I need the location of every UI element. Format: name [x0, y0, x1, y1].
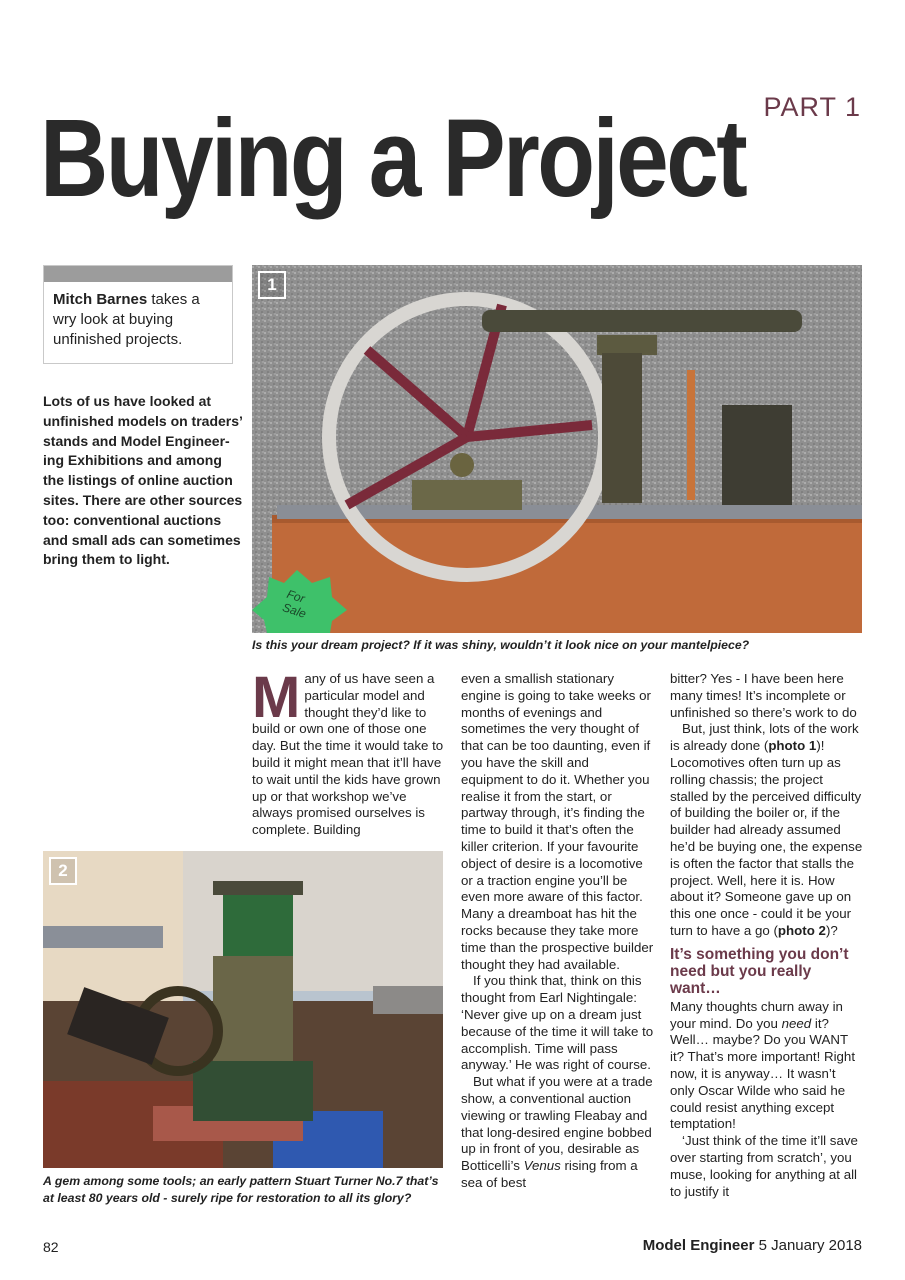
photo-ref: photo 1 — [768, 738, 817, 754]
paragraph — [461, 1074, 654, 1192]
issue-date: 5 January 2018 — [754, 1237, 862, 1254]
magazine-name: Model Engineer — [642, 1237, 755, 1254]
stuart-turner-engine-photo — [43, 851, 443, 1168]
column-1-text: any of us have seen a particular model and thought they’d like to build or own one of those one day. But the time it would take to build it might mean that it’ll have to wait until the kids have grown up or that workshop we’ve always promised ourselves is complete. Building — [252, 671, 444, 838]
column-1 — [252, 665, 444, 839]
column-3 — [670, 671, 863, 1200]
standfirst-text — [53, 290, 222, 350]
photo-2-number: 2 — [49, 857, 77, 885]
article-title: Buying a Project — [40, 97, 746, 220]
need-emphasis: need — [781, 1015, 812, 1031]
photo-1-number: 1 — [258, 271, 286, 299]
footer-credit — [643, 1237, 862, 1254]
page-number: 82 — [43, 1239, 59, 1255]
for-sale-sign: For Sale — [280, 586, 308, 621]
photo-2-caption: A gem among some tools; an early pattern Stuart Turner No.7 that’s at least 80 years old - surely ripe for restoration to all its glory? — [43, 1174, 439, 1205]
standfirst-body: takes a wry look at buying unfinished projects. — [53, 291, 200, 348]
paragraph — [670, 721, 863, 939]
photo-2 — [43, 851, 443, 1168]
text-span: )? — [825, 922, 838, 938]
intro-paragraph: Lots of us have looked at unfinished models on traders’ stands and Model Engineer-ing Exhibitions and among the listings of online auction sites. There are other sources too: conventional auctions and small ads can sometimes bring them to light. — [43, 393, 243, 568]
paragraph — [252, 665, 444, 839]
text-span: rising from a sea of best — [461, 1158, 638, 1190]
text-span: )! Locomotives often turn up as rolling chassis; the project stalled by the perceived difficulty of building the boiler or, if the builder had already assumed he’d be buying one, the expense is often the factor that stalls the project. Well, here it is. How about it? Someone gave up on this one once - could it be your turn to have a go ( — [670, 738, 863, 938]
paragraph: bitter? Yes - I have been here many times! It’s incomplete or unfinished so there’s work to do — [670, 671, 857, 720]
part-label: PART 1 — [763, 92, 861, 122]
venus-emphasis: Venus — [523, 1158, 561, 1174]
photo-1-caption: Is this your dream project? If it was shiny, wouldn’t it look nice on your mantelpiece? — [252, 638, 750, 652]
text-span: it? Well… maybe? Do you WANT it? That’s more important! Right now, it is anyway… It wasn’t only Oscar Wilde who said he could resist anything except temptation! — [670, 1015, 856, 1132]
standfirst-box — [43, 265, 233, 364]
beam-engine-photo — [252, 265, 862, 633]
paragraph: even a smallish stationary engine is going to take weeks or months of evenings and sometimes the very thought of that can be too daunting, even if you have the skill and equipment to do it. Whether you realise it from the start, or partway through, it’s finding the time to build it that’s often the killer criterion. If your favourite object of desire is a locomotive or a traction engine you’ll be even more aware of this factor. Many a dreamboat has hit the rocks because they take more time than the prospective builder thought they had available. — [461, 671, 654, 972]
photo-1 — [252, 265, 862, 633]
column-2 — [461, 671, 654, 1192]
text-span: But, just think, lots of the work is already done ( — [670, 721, 859, 754]
text-span: But what if you were at a trade show, a conventional auction viewing or trawling Fleabay and that long-desired engine bobbed up in front of you, desirable as Botticelli’s — [461, 1074, 653, 1174]
drop-cap: M — [252, 665, 301, 730]
author-name: Mitch Barnes — [53, 291, 148, 308]
paragraph — [670, 999, 863, 1133]
photo-ref: photo 2 — [777, 922, 826, 938]
paragraph: ‘Just think of the time it’ll save over starting from scratch’, you muse, looking for anything at all to justify it — [670, 1133, 858, 1199]
paragraph: If you think that, think on this thought from Earl Nightingale: ‘Never give up on a dream just because of the time it will take to accomplish. Time will pass anyway.’ He was right of course. — [461, 973, 654, 1073]
subheading: It’s something you don’t need but you really want… — [670, 945, 849, 997]
text-span: Many thoughts churn away in your mind. Do you — [670, 998, 843, 1031]
standfirst-bar — [44, 266, 232, 282]
